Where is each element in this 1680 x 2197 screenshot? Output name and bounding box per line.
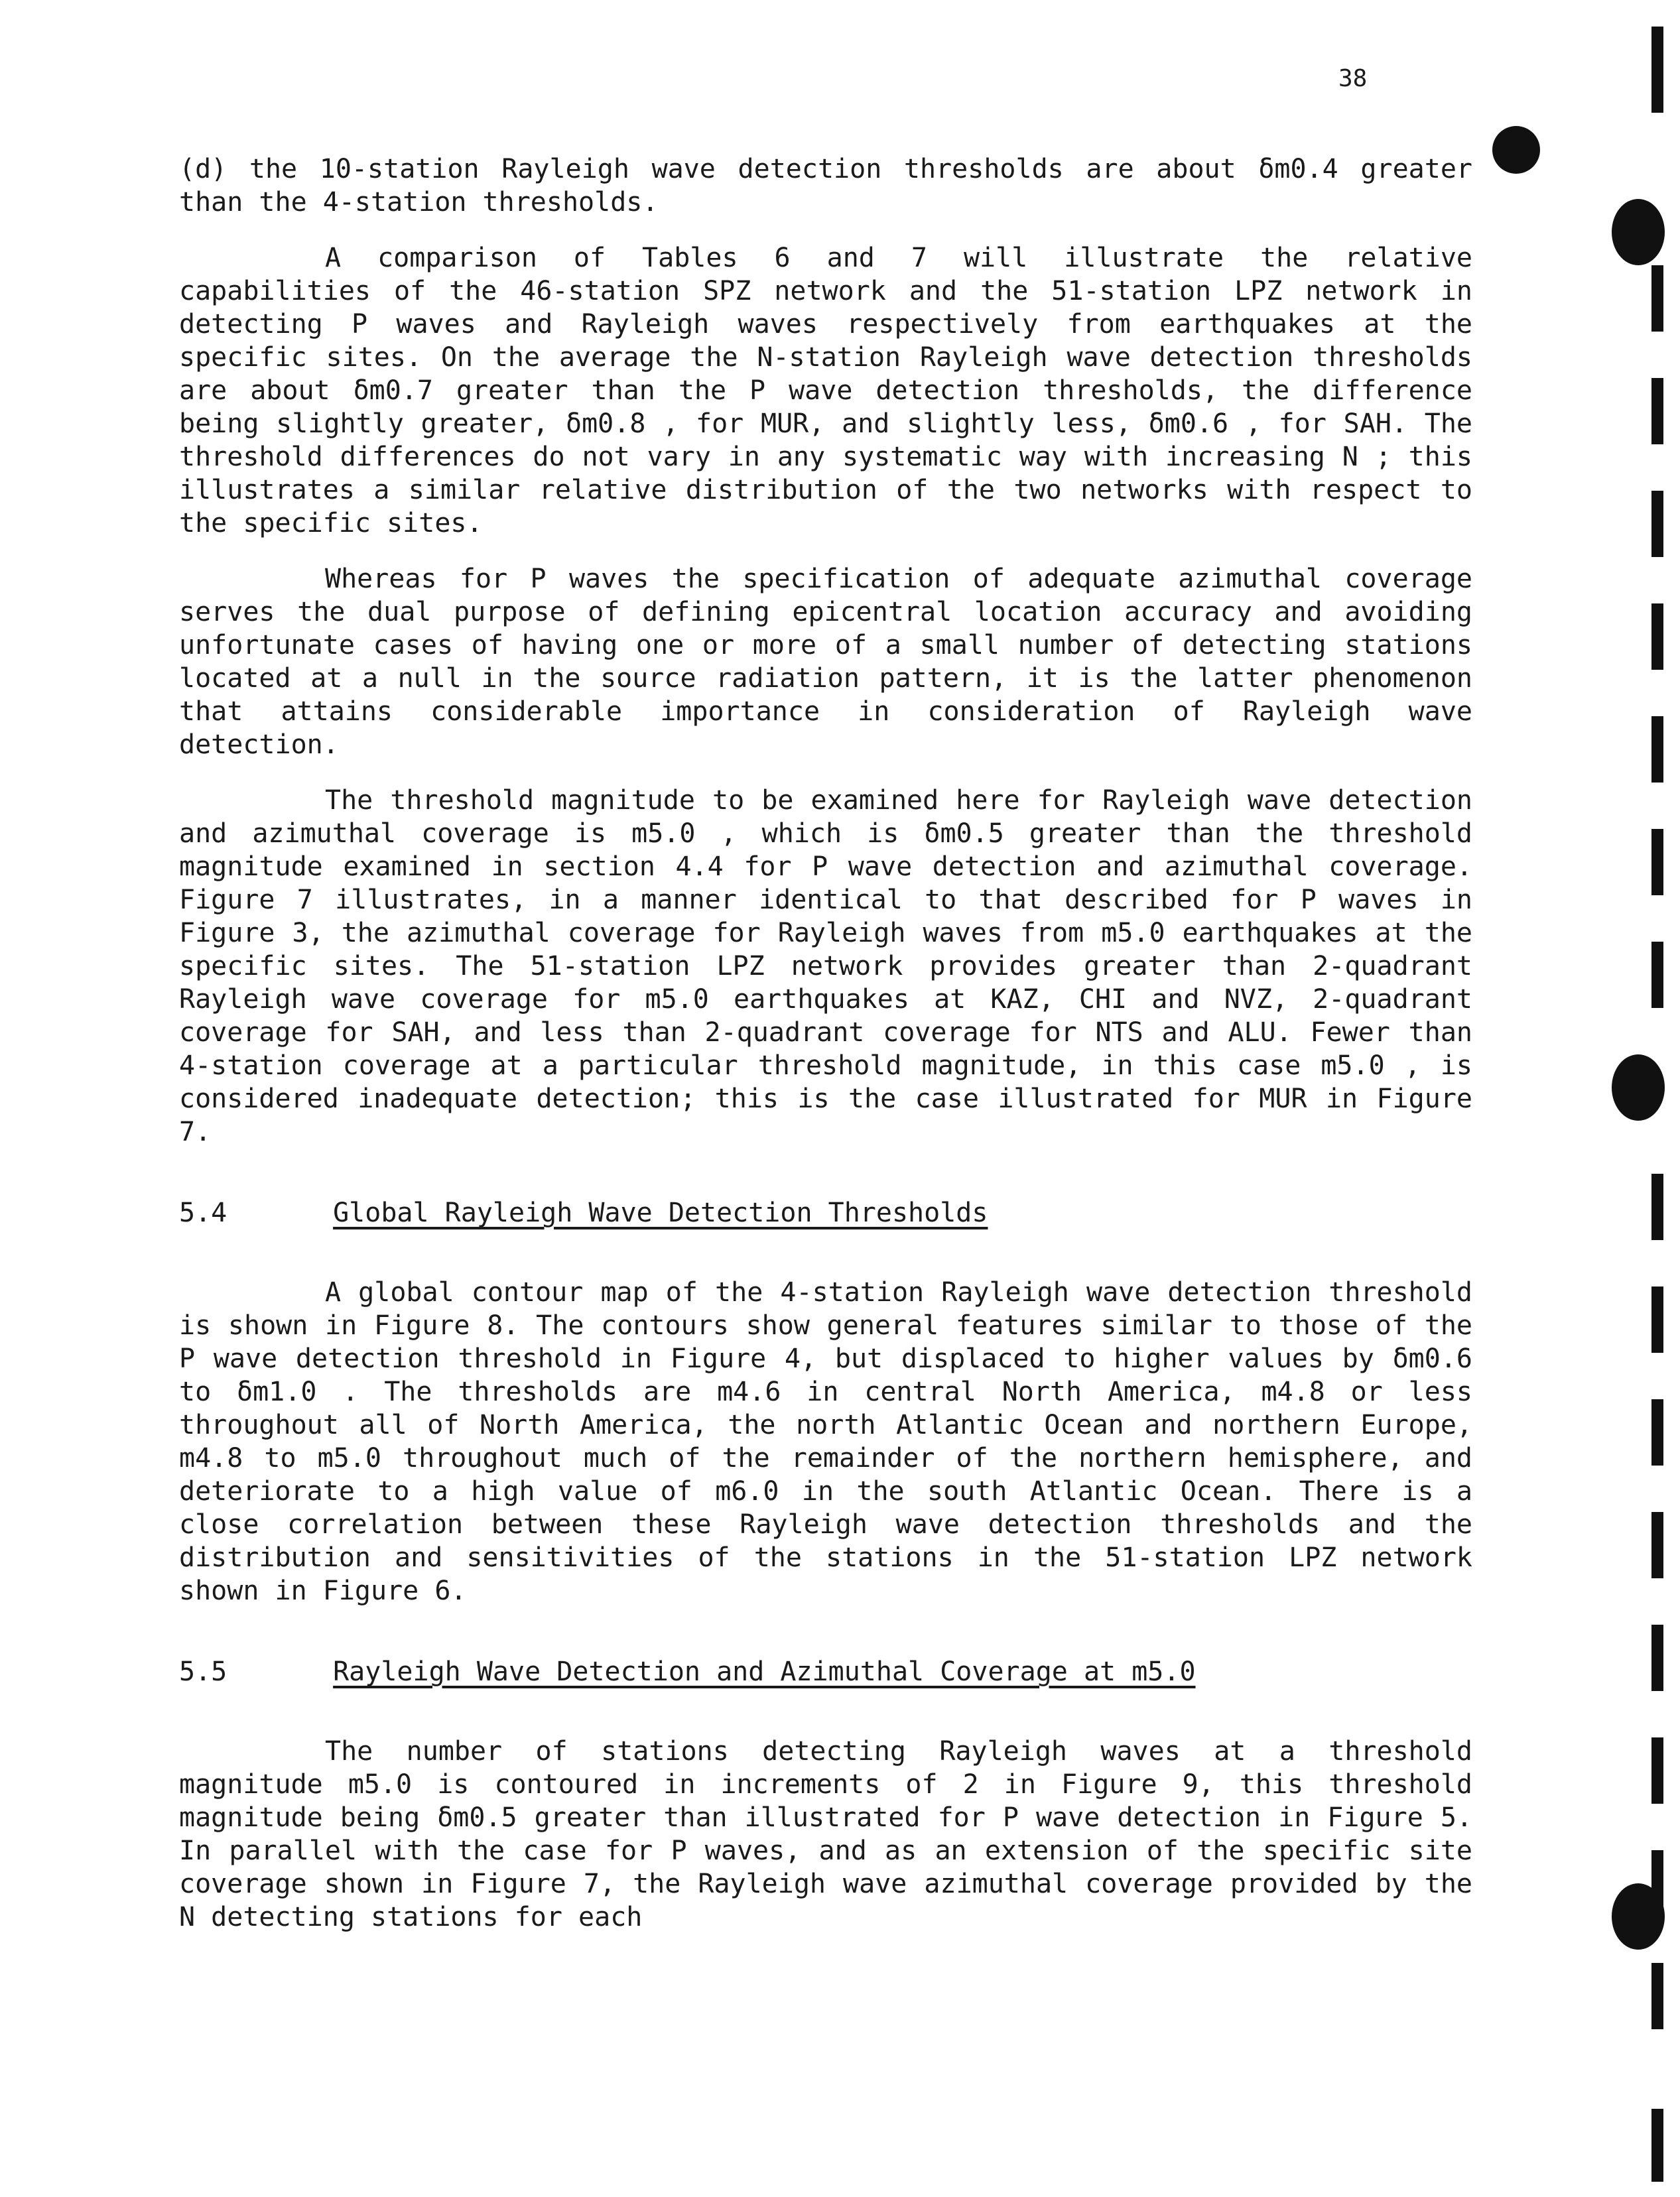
section-number: 5.4 (179, 1198, 227, 1228)
edge-mark (1651, 265, 1663, 332)
page-number: 38 (1338, 65, 1368, 92)
edge-mark (1651, 1625, 1663, 1691)
edge-mark (1651, 1174, 1663, 1240)
edge-mark (1651, 1399, 1663, 1466)
paragraph-global-thresholds: A global contour map of the 4-station Rayleigh wave detection threshold is shown in Figure 8. The contours show general features similar to those of the P wave detection threshold in Figure 4, but displaced to higher values by δm0.6 to δm1.0 . The thresholds are m4.6 in central North America, m4.8 or less throughout all of North America, the north Atlantic Ocean and northern Europe, m4.8 to m5.0 throughout much of the remainder of the northern hemisphere, and deteriorate to a high value of m6.0 in the south Atlantic Ocean. There is a close correlation between these Rayleigh wave detection thresholds and the distribution and sensitivities of the stations in the 51-station LPZ network shown in Figure 6. (179, 1277, 1472, 1606)
paragraph-station-count: The number of stations detecting Rayleigh waves at a threshold magnitude m5.0 is contoured in increments of 2 in Figure 9, this threshold magnitude being δm0.5 greater than illustrated for P wave detection in Figure 5. In parallel with the case for P waves, and as an extension of the specific site coverage shown in Figure 7, the Rayleigh wave azimuthal coverage provided by the N detecting stations for each (179, 1736, 1472, 1932)
edge-mark (1651, 27, 1663, 113)
edge-mark (1651, 1287, 1663, 1353)
paragraph-threshold-magnitude: The threshold magnitude to be examined here for Rayleigh wave detection and azimuthal coverage is m5.0 , which is δm0.5 greater than the threshold magnitude examined in section 4.4 for P wave detection and azimuthal coverage. Figure 7 illustrates, in a manner identical to that described for P waves in Figure 3, the azimuthal coverage for Rayleigh waves from m5.0 earthquakes at the specific sites. The 51-station LPZ network provides greater than 2-quadrant Rayleigh wave coverage for m5.0 earthquakes at KAZ, CHI and NVZ, 2-quadrant coverage for SAH, and less than 2-quadrant coverage for NTS and ALU. Fewer than 4-station coverage at a particular threshold magnitude, in this case m5.0 , is considered inadequate detection; this is the case illustrated for MUR in Figure 7. (179, 785, 1472, 1147)
punch-hole-mark (1612, 1883, 1665, 1950)
section-number: 5.5 (179, 1657, 227, 1687)
edge-mark (1651, 1737, 1663, 1804)
punch-hole-mark (1612, 1054, 1665, 1121)
punch-hole-mark (1492, 126, 1540, 174)
edge-mark (1651, 1963, 1663, 2029)
section-title: Rayleigh Wave Detection and Azimuthal Coverage at m5.0 (333, 1657, 1196, 1687)
edge-mark (1651, 942, 1663, 1008)
edge-mark (1651, 1512, 1663, 1578)
edge-mark (1651, 829, 1663, 895)
paragraph-azimuthal-coverage: Whereas for P waves the specification of adequate azimuthal coverage serves the dual purpose of defining epicentral location accuracy and avoiding unfortunate cases of having one or more of a small number of detecting stations located at a null in the source radiation pattern, it is the latter phenomenon that attains considerable importance in consideration of Rayleigh wave detection. (179, 564, 1472, 760)
section-title: Global Rayleigh Wave Detection Thresholds (333, 1198, 988, 1228)
edge-mark (1651, 2109, 1663, 2182)
section-heading-5-5 (179, 1655, 1472, 1688)
section-heading-5-4 (179, 1196, 1472, 1229)
edge-mark (1651, 378, 1663, 444)
paragraph-item-d: (d) the 10-station Rayleigh wave detection thresholds are about δm0.4 greater than the 4-station thresholds. (179, 154, 1472, 218)
paragraph-table-comparison: A comparison of Tables 6 and 7 will illustrate the relative capabilities of the 46-station SPZ network and the 51-station LPZ network in detecting P waves and Rayleigh waves respectively from earthquakes at the specific sites. On the average the N-station Rayleigh wave detection thresholds are about δm0.7 greater than the P wave detection thresholds, the difference being slightly greater, δm0.8 , for MUR, and slightly less, δm0.6 , for SAH. The threshold differences do not vary in any systematic way with increasing N ; this illustrates a similar relative distribution of the two networks with respect to the specific sites. (179, 243, 1472, 538)
edge-mark (1651, 491, 1663, 557)
edge-mark (1651, 716, 1663, 783)
punch-hole-mark (1612, 199, 1665, 265)
edge-mark (1651, 603, 1663, 670)
document-body (179, 153, 1472, 1956)
